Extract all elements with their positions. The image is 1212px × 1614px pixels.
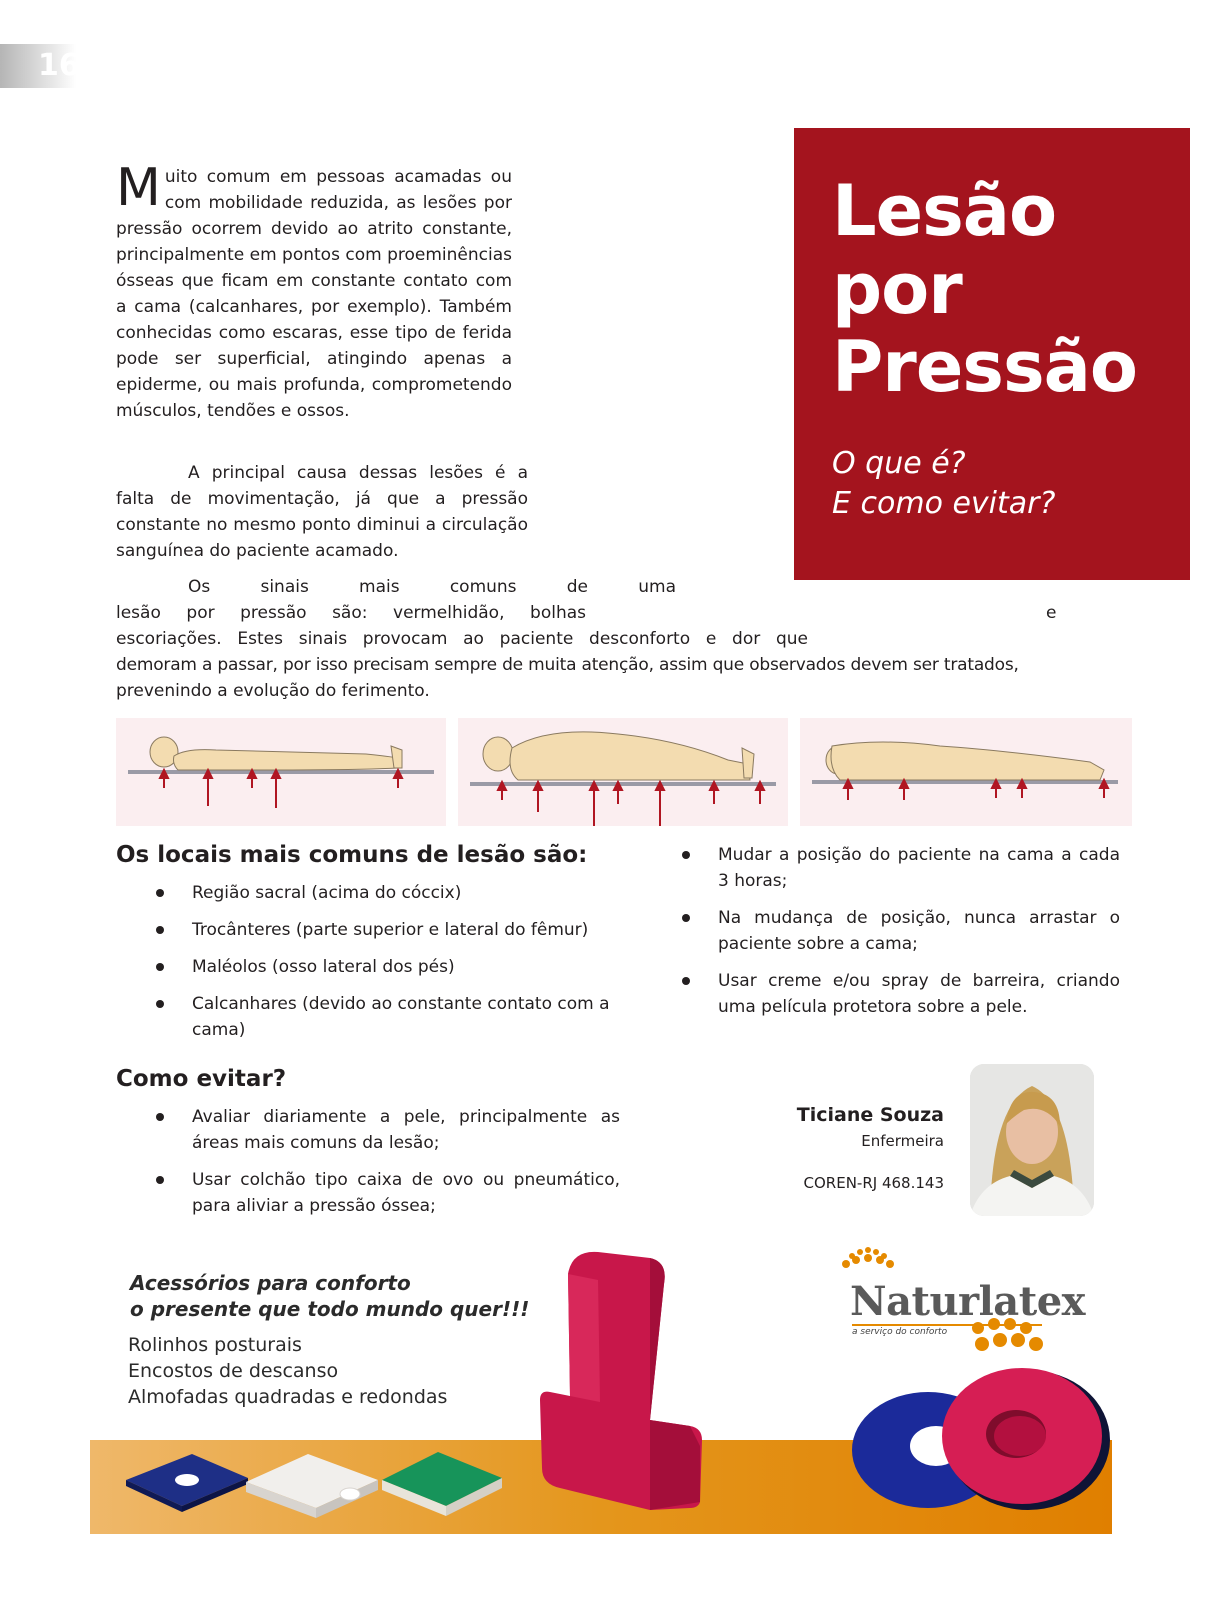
list-item: Avaliar diariamente a pele, principalmente as áreas mais comuns da lesão;: [118, 1104, 620, 1156]
intro-text-3f: prevenindo a evolução do ferimento.: [116, 681, 430, 701]
intro-text-3a: Os sinais mais comuns de uma: [188, 577, 676, 597]
brand-tagline: a serviço do conforto: [852, 1324, 1042, 1337]
page-number: 16: [38, 48, 80, 83]
intro-paragraph-3: [116, 574, 1116, 704]
ad-product: Almofadas quadradas e redondas: [128, 1386, 448, 1408]
lateral-body-illustration: [458, 718, 788, 826]
intro-text-3e: demoram a passar, por isso precisam sempre de muita atenção, assim que observados devem ser tratados,: [116, 655, 1019, 675]
evitar-heading: Como evitar?: [116, 1066, 287, 1092]
advertisement: [90, 1240, 1112, 1534]
list-item: Maléolos (osso lateral dos pés): [118, 954, 620, 980]
intro-paragraph-1: [116, 158, 512, 424]
list-item: Usar creme e/ou spray de barreira, criando uma película protetora sobre a pele.: [682, 968, 1120, 1020]
intro-text-3d: escoriações. Estes sinais provocam ao paciente desconforto e dor que: [116, 629, 808, 649]
title-line-2: por: [832, 248, 962, 330]
figure-lateral-position: [458, 718, 788, 826]
brand-logo-text: Naturlatex: [850, 1278, 1085, 1325]
title-box: [794, 128, 1190, 580]
supine-body-illustration: [116, 718, 446, 826]
ad-product: Rolinhos posturais: [128, 1334, 302, 1356]
list-item: Calcanhares (devido ao constante contato com a cama): [118, 991, 620, 1043]
title-line-1: Lesão: [832, 170, 1057, 252]
list-item: Mudar a posição do paciente na cama a cada 3 horas;: [682, 842, 1120, 894]
evitar-list-continued: [682, 842, 1120, 1031]
list-item: Na mudança de posição, nunca arrastar o paciente sobre a cama;: [682, 905, 1120, 957]
evitar-list: [118, 1104, 620, 1230]
locais-list: [118, 880, 620, 1054]
figure-supine-position: [116, 718, 446, 826]
subtitle-line-1: O que é?: [832, 446, 966, 481]
page-number-tab: [0, 44, 80, 88]
figure-prone-position: [800, 718, 1132, 826]
list-item: Trocânteres (parte superior e lateral do fêmur): [118, 917, 620, 943]
intro-paragraph-2: A principal causa dessas lesões é a falta de movimentação, já que a pressão constante no mesmo ponto diminui a circulação sanguínea do paciente acamado.: [116, 463, 528, 561]
author-name: Ticiane Souza: [796, 1104, 944, 1126]
drop-cap: M: [116, 158, 161, 218]
author-coren: COREN-RJ 468.143: [803, 1174, 944, 1192]
author-role: Enfermeira: [861, 1132, 944, 1150]
ad-headline-1: Acessórios para conforto: [130, 1271, 411, 1295]
ad-product: Encostos de descanso: [128, 1360, 339, 1382]
article-title: [832, 172, 1137, 406]
author-portrait-illustration: [970, 1064, 1094, 1216]
list-item: Região sacral (acima do cóccix): [118, 880, 620, 906]
intro-text-1: uito comum em pessoas acamadas ou com mobilidade reduzida, as lesões por pressão ocorrem devido ao atrito constante, principalmente em pontos com proeminências ósseas que ficam em constante contato com a cama (calcanhares, por exemplo). Também conhecidas como escaras, esse tipo de ferida pode ser superficial, atingindo apenas a epiderme, ou mais profunda, comprometendo músculos, tendões e ossos.: [116, 167, 512, 421]
article-subtitle: [832, 444, 1055, 524]
list-item: Usar colchão tipo caixa de ovo ou pneumático, para aliviar a pressão óssea;: [118, 1167, 620, 1219]
ad-headline-2: o presente que todo mundo quer!!!: [130, 1297, 530, 1321]
author-photo: [970, 1064, 1094, 1216]
intro-text-3b: lesão por pressão são: vermelhidão, bolhas: [116, 603, 586, 623]
prone-body-illustration: [800, 718, 1132, 826]
subtitle-line-2: E como evitar?: [832, 486, 1056, 521]
title-line-3: Pressão: [832, 326, 1137, 408]
locais-heading: Os locais mais comuns de lesão são:: [116, 842, 588, 868]
intro-text-3c: e: [1046, 603, 1057, 623]
